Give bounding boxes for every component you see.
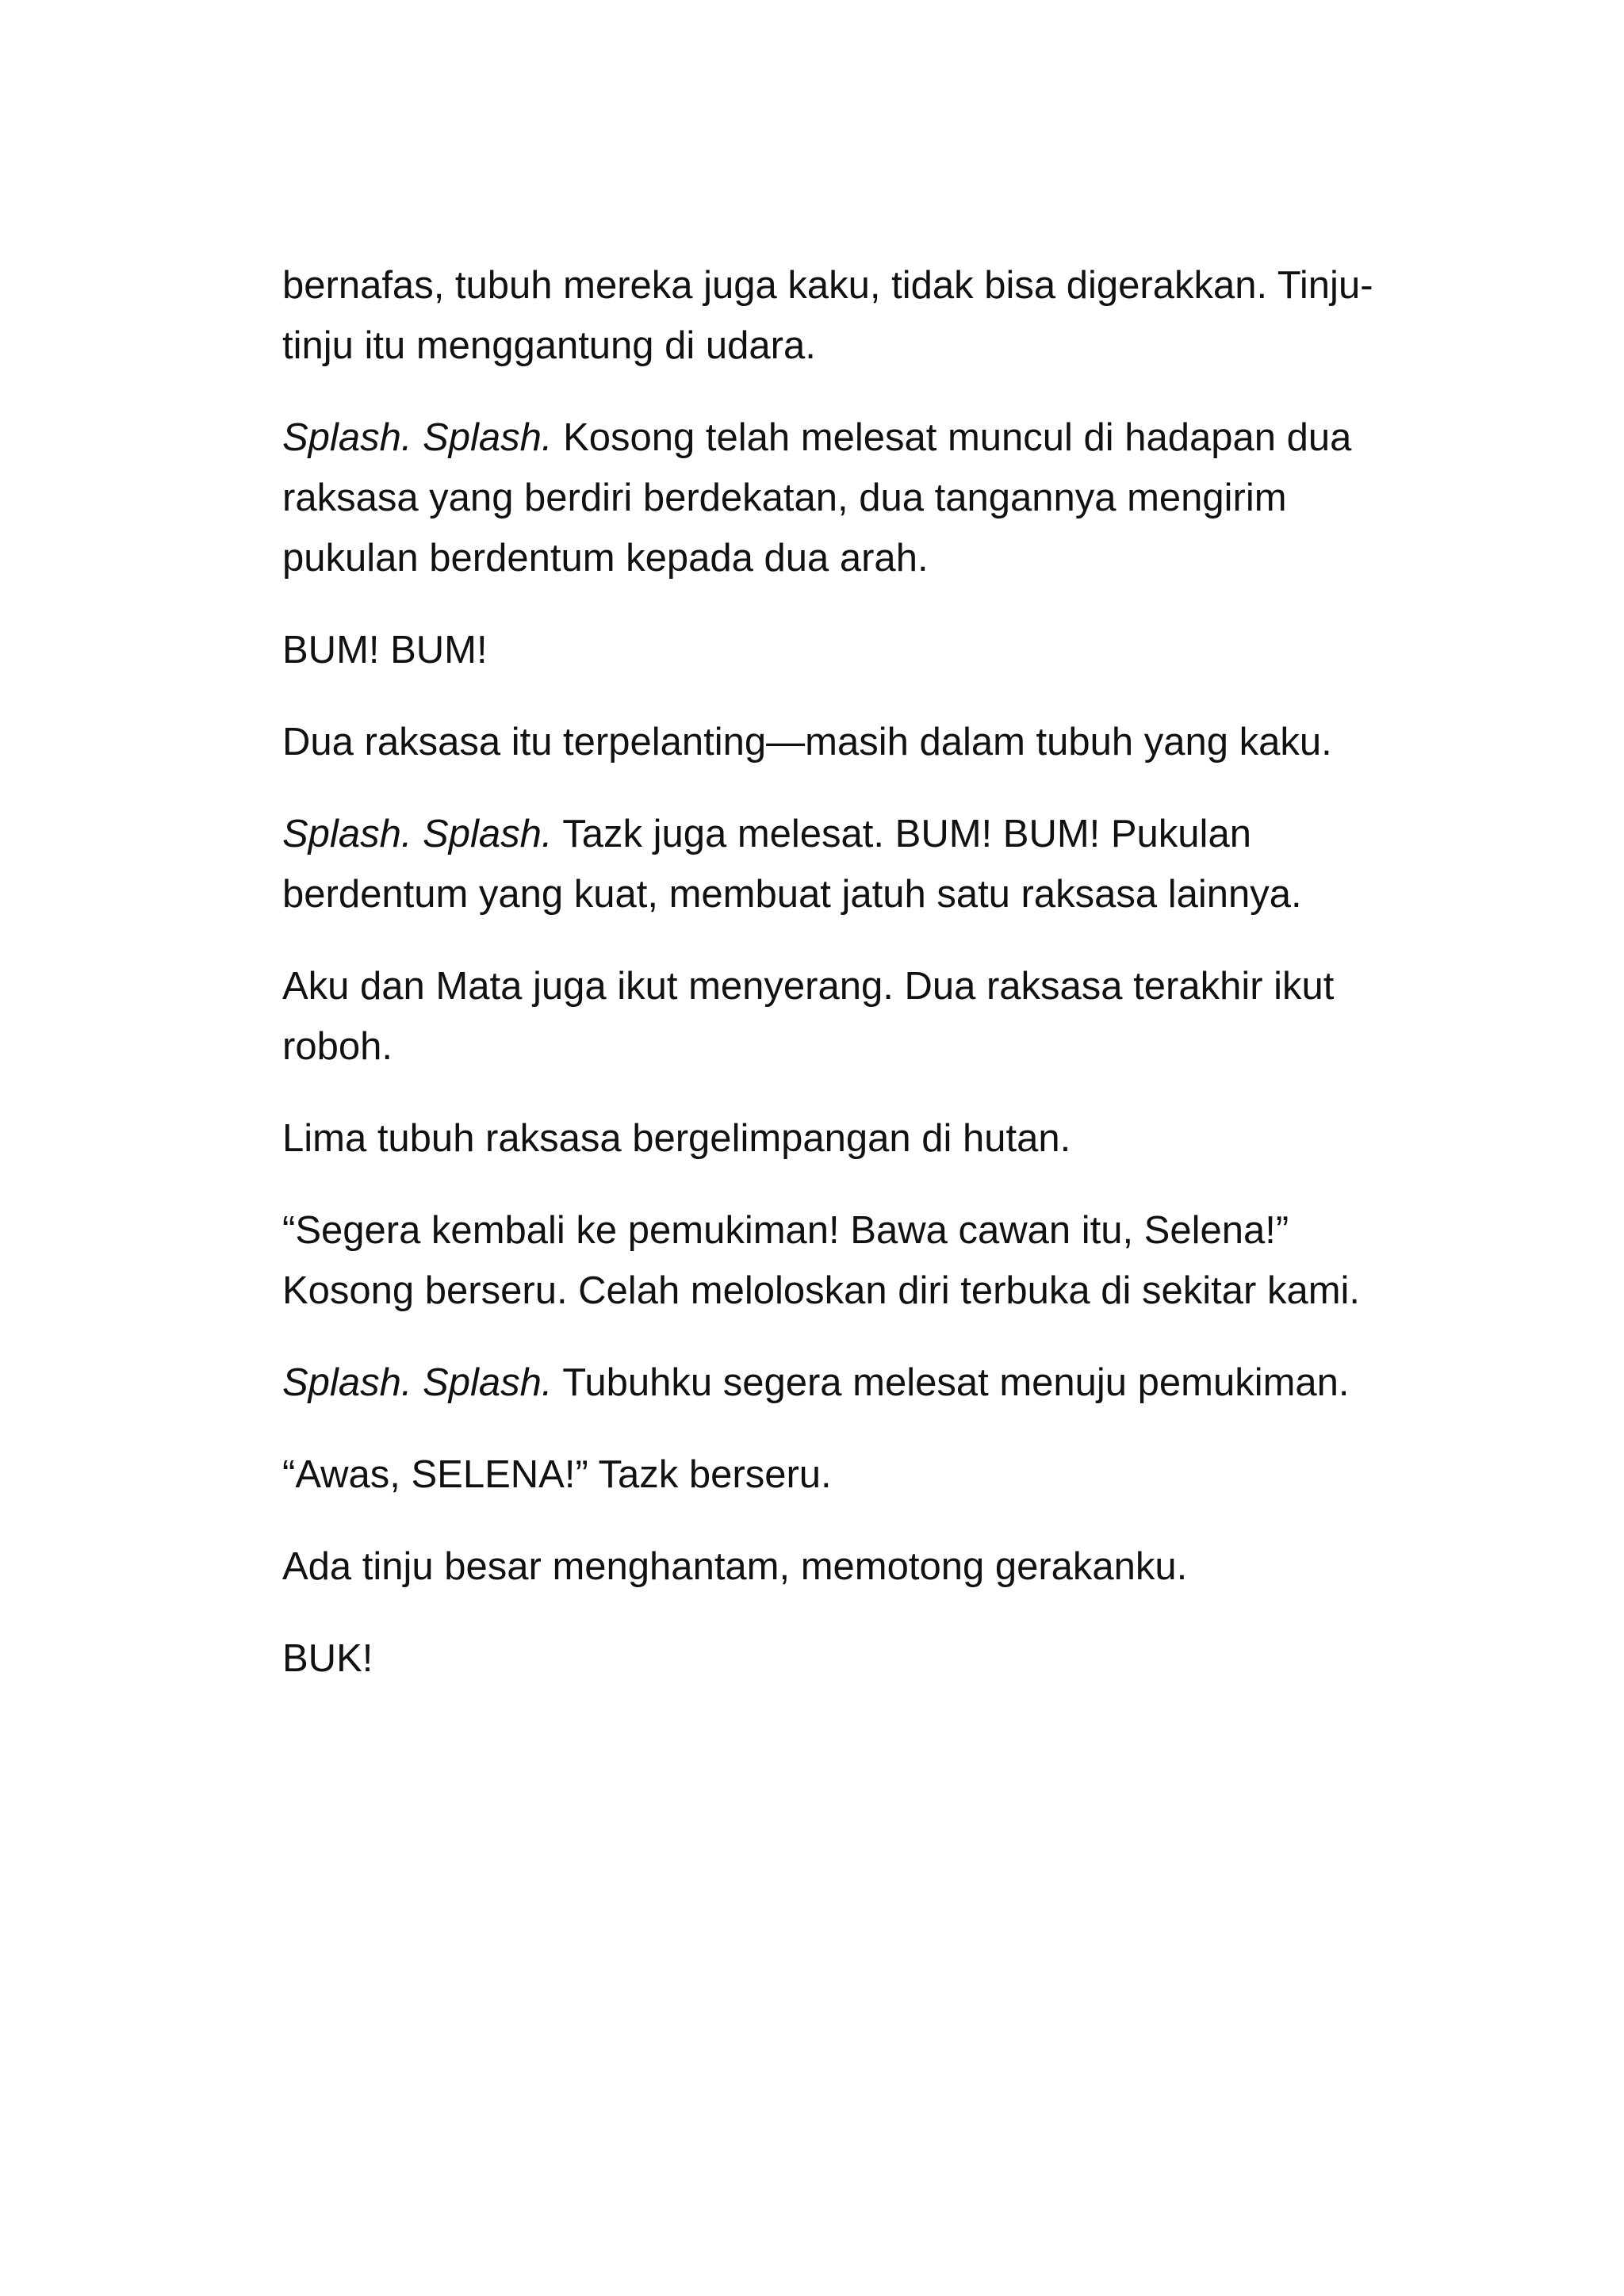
paragraph xyxy=(282,1536,1377,1597)
paragraph-text: Dua raksasa itu terpelanting—masih dalam tubuh yang kaku. xyxy=(282,721,1332,763)
paragraph-text: “Awas, SELENA!” Tazk berseru. xyxy=(282,1453,832,1496)
paragraph-text: BUM! BUM! xyxy=(282,629,488,672)
paragraph xyxy=(282,712,1377,772)
paragraph xyxy=(282,804,1377,924)
paragraph xyxy=(282,255,1377,376)
paragraph xyxy=(282,408,1377,588)
body-text xyxy=(282,255,1377,1720)
paragraph xyxy=(282,1200,1377,1321)
paragraph-text: “Segera kembali ke pemukiman! Bawa cawan itu, Selena!” Kosong berseru. Celah meloloskan diri terbuka di sekitar kami. xyxy=(282,1209,1361,1312)
paragraph-text: bernafas, tubuh mereka juga kaku, tidak bisa digerakkan. Tinju-tinju itu menggantung di udara. xyxy=(282,264,1373,367)
paragraph-lead: Splash. Splash. xyxy=(282,1361,553,1404)
paragraph-text: BUK! xyxy=(282,1637,373,1680)
paragraph xyxy=(282,956,1377,1077)
paragraph xyxy=(282,1353,1377,1413)
paragraph xyxy=(282,1628,1377,1689)
paragraph-lead: Splash. Splash. xyxy=(282,416,553,459)
paragraph-text: Aku dan Mata juga ikut menyerang. Dua raksasa terakhir ikut roboh. xyxy=(282,965,1335,1068)
paragraph-text: Tazk juga melesat. BUM! BUM! Pukulan berdentum yang kuat, membuat jatuh satu raksasa lainnya. xyxy=(282,813,1302,916)
paragraph xyxy=(282,1108,1377,1169)
paragraph-text: Kosong telah melesat muncul di hadapan dua raksasa yang berdiri berdekatan, dua tangannya mengirim pukulan berdentum kepada dua arah. xyxy=(282,416,1352,580)
paragraph-lead: Splash. Splash. xyxy=(282,813,553,855)
paragraph xyxy=(282,1445,1377,1505)
paragraph-text: Tubuhku segera melesat menuju pemukiman. xyxy=(552,1361,1350,1404)
paragraph-text: Lima tubuh raksasa bergelimpangan di hutan. xyxy=(282,1117,1071,1160)
paragraph-text: Ada tinju besar menghantam, memotong gerakanku. xyxy=(282,1545,1188,1588)
paragraph xyxy=(282,620,1377,680)
